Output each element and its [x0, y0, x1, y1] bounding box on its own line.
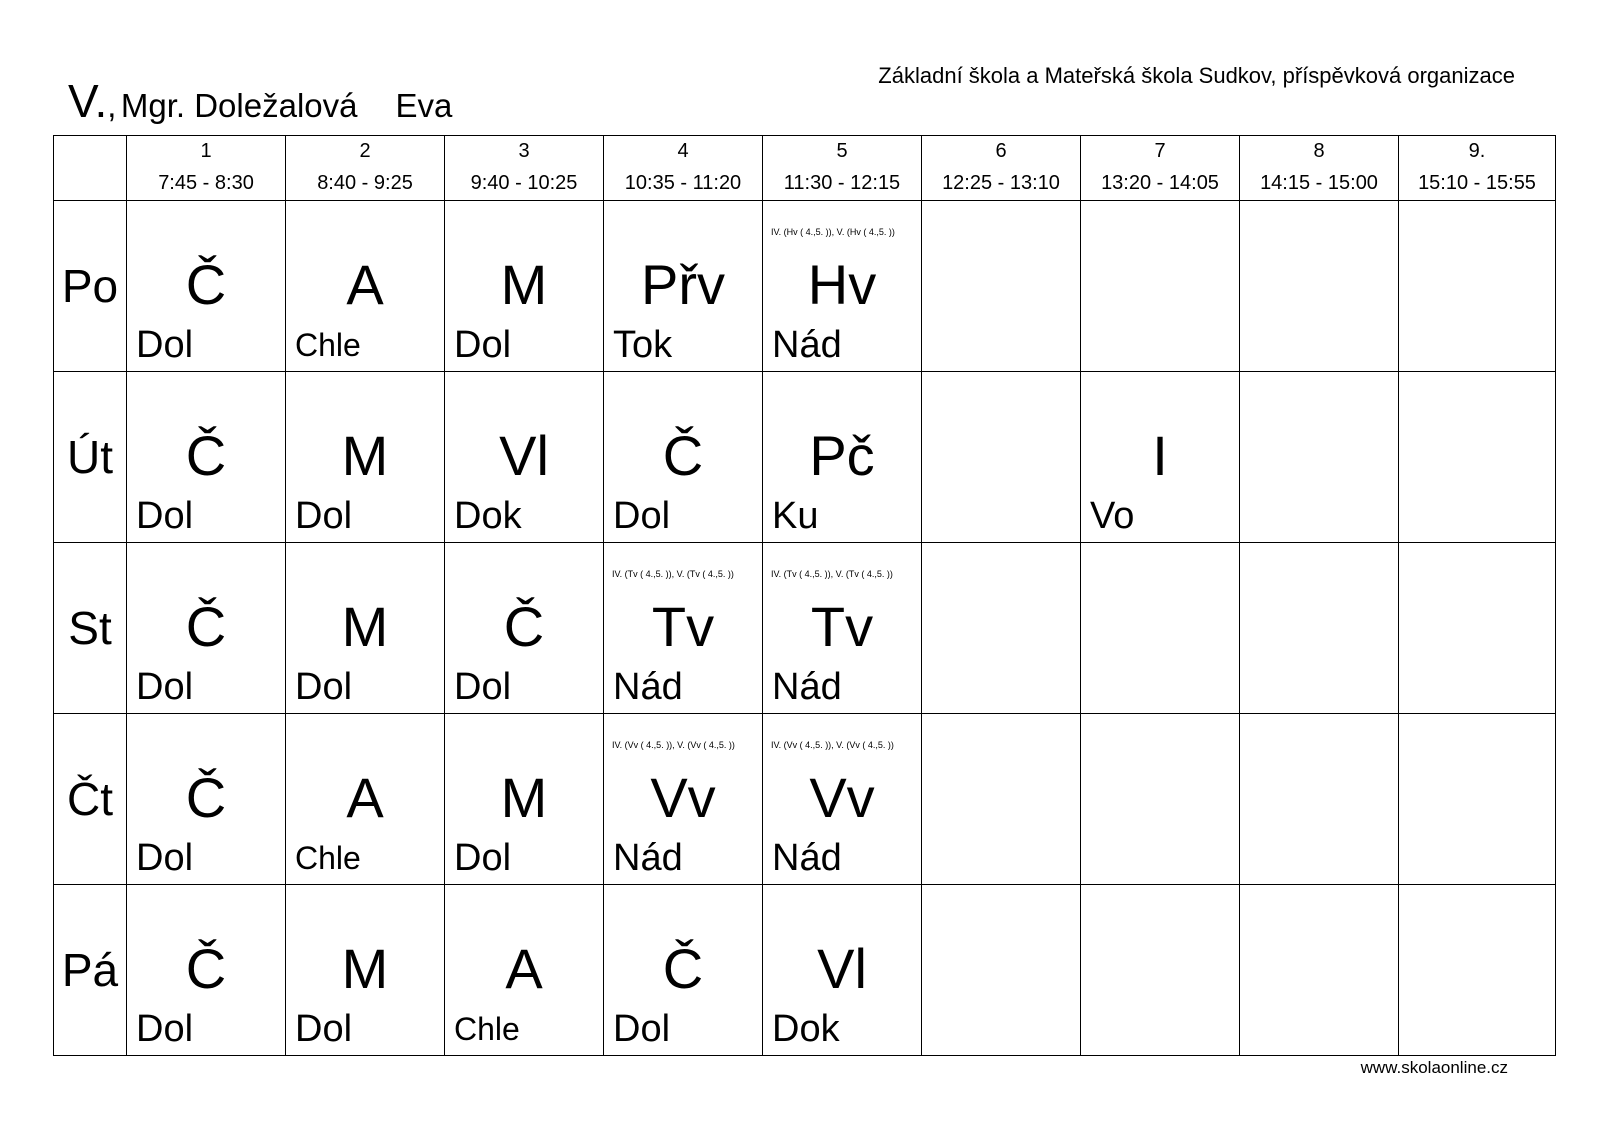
lesson-teacher: Ku: [772, 495, 819, 537]
period-header: [1399, 136, 1556, 201]
lesson-subject: Vv: [809, 766, 875, 829]
lesson-note: IV. (Vv ( 4.,5. )), V. (Vv ( 4.,5. )): [612, 740, 735, 750]
day-label: Čt: [54, 714, 127, 885]
lesson-subject: Č: [662, 937, 704, 1000]
period-header-row: [54, 136, 1556, 201]
lesson-cell: [1240, 714, 1399, 885]
lesson-teacher: Dol: [136, 666, 194, 708]
lesson-teacher: Dol: [613, 1008, 671, 1050]
lesson-teacher: Dol: [454, 837, 512, 879]
lesson-cell: [1240, 885, 1399, 1056]
period-number: 8: [1313, 140, 1325, 162]
lesson-cell: [1081, 714, 1240, 885]
period-number: 4: [677, 140, 689, 162]
lesson-cell: [1399, 714, 1556, 885]
lesson-subject: Hv: [807, 253, 877, 316]
lesson-teacher: Dok: [772, 1008, 840, 1050]
lesson-subject: M: [500, 253, 548, 316]
lesson-cell: [922, 372, 1081, 543]
lesson-cell: [127, 201, 286, 372]
lesson-subject: M: [341, 937, 389, 1000]
lesson-teacher: Nád: [772, 324, 842, 366]
lesson-cell: [445, 885, 604, 1056]
lesson-cell: [1399, 201, 1556, 372]
lesson-teacher: Dol: [295, 666, 353, 708]
lesson-cell: [763, 885, 922, 1056]
day-row: [54, 714, 1556, 885]
lesson-cell: [445, 372, 604, 543]
lesson-teacher: Dol: [295, 1008, 353, 1050]
lesson-cell: [1081, 372, 1240, 543]
lesson-cell: [604, 372, 763, 543]
lesson-cell: [445, 543, 604, 714]
period-time: 13:20 - 14:05: [1101, 172, 1219, 194]
lesson-note: IV. (Hv ( 4.,5. )), V. (Hv ( 4.,5. )): [771, 227, 895, 237]
day-row: [54, 372, 1556, 543]
lesson-cell: [922, 201, 1081, 372]
lesson-teacher: Tok: [613, 324, 673, 366]
period-time: 11:30 - 12:15: [783, 172, 901, 194]
lesson-cell: [763, 543, 922, 714]
period-header: [445, 136, 604, 201]
day-label: Út: [54, 372, 127, 543]
lesson-note: IV. (Tv ( 4.,5. )), V. (Tv ( 4.,5. )): [612, 569, 734, 579]
footer-url: www.skolaonline.cz: [1360, 1058, 1508, 1077]
lesson-cell: [763, 372, 922, 543]
lesson-teacher: Chle: [295, 327, 361, 363]
class-teacher: Mgr. Doležalová: [120, 87, 358, 124]
lesson-cell: [1399, 885, 1556, 1056]
lesson-cell: [1240, 201, 1399, 372]
period-time: 10:35 - 11:20: [624, 172, 742, 194]
lesson-cell: [604, 543, 763, 714]
lesson-subject: Vv: [650, 766, 716, 829]
lesson-teacher: Nád: [613, 666, 683, 708]
lesson-note: IV. (Tv ( 4.,5. )), V. (Tv ( 4.,5. )): [771, 569, 893, 579]
lesson-subject: M: [341, 595, 389, 658]
timetable: [53, 135, 1556, 1056]
lesson-teacher: Chle: [295, 840, 361, 876]
lesson-subject: M: [341, 424, 389, 487]
lesson-subject: Pč: [809, 424, 875, 487]
lesson-subject: Vl: [817, 937, 867, 1000]
lesson-subject: Č: [662, 424, 704, 487]
class-name: V.: [68, 75, 108, 127]
lesson-cell: [127, 714, 286, 885]
period-time: 8:40 - 9:25: [317, 172, 413, 194]
lesson-teacher: Dol: [454, 666, 512, 708]
lesson-teacher: Nád: [772, 837, 842, 879]
lesson-teacher: Dol: [136, 324, 194, 366]
lesson-subject: Č: [185, 424, 227, 487]
lesson-subject: Tv: [651, 595, 715, 658]
lesson-teacher: Chle: [454, 1011, 520, 1047]
lesson-subject: M: [500, 766, 548, 829]
period-header: [1240, 136, 1399, 201]
day-label: Po: [54, 201, 127, 372]
lesson-subject: Přv: [641, 253, 725, 316]
day-row: [54, 885, 1556, 1056]
lesson-subject: Č: [185, 595, 227, 658]
lesson-subject: Č: [185, 937, 227, 1000]
lesson-teacher: Dol: [613, 495, 671, 537]
lesson-cell: [922, 714, 1081, 885]
lesson-cell: [1081, 543, 1240, 714]
lesson-subject: Č: [503, 595, 545, 658]
lesson-cell: [1399, 372, 1556, 543]
lesson-subject: Č: [185, 253, 227, 316]
lesson-teacher: Nád: [613, 837, 683, 879]
lesson-subject: I: [1152, 424, 1168, 487]
period-number: 1: [200, 140, 212, 162]
corner-cell: [54, 136, 127, 201]
lesson-subject: A: [505, 937, 543, 1000]
day-label: Pá: [54, 885, 127, 1056]
period-time: 12:25 - 13:10: [942, 172, 1060, 194]
day-label: St: [54, 543, 127, 714]
lesson-cell: [922, 543, 1081, 714]
lesson-cell: [445, 714, 604, 885]
class-teacher-first-name: Eva: [395, 87, 453, 124]
lesson-subject: Č: [185, 766, 227, 829]
period-number: 3: [518, 140, 530, 162]
timetable-title: [68, 75, 453, 127]
lesson-teacher: Dol: [295, 495, 353, 537]
lesson-subject: A: [346, 766, 384, 829]
period-number: 2: [359, 140, 371, 162]
lesson-teacher: Dol: [136, 1008, 194, 1050]
day-row: [54, 543, 1556, 714]
lesson-teacher: Dol: [136, 495, 194, 537]
title-separator: ,: [107, 87, 117, 124]
period-time: 14:15 - 15:00: [1260, 172, 1378, 194]
period-number: 6: [995, 140, 1007, 162]
period-header: [286, 136, 445, 201]
lesson-teacher: Dol: [454, 324, 512, 366]
lesson-cell: [286, 885, 445, 1056]
period-number: 9.: [1468, 140, 1486, 162]
lesson-cell: [127, 885, 286, 1056]
lesson-cell: [763, 714, 922, 885]
lesson-teacher: Nád: [772, 666, 842, 708]
lesson-cell: [445, 201, 604, 372]
lesson-cell: [763, 201, 922, 372]
lesson-teacher: Vo: [1090, 495, 1135, 537]
period-header: [604, 136, 763, 201]
lesson-cell: [127, 543, 286, 714]
lesson-cell: [127, 372, 286, 543]
period-time: 7:45 - 8:30: [158, 172, 254, 194]
lesson-cell: [1240, 372, 1399, 543]
lesson-cell: [286, 543, 445, 714]
period-header: [127, 136, 286, 201]
school-name: Základní škola a Mateřská škola Sudkov, příspěvková organizace: [878, 63, 1515, 88]
period-number: 5: [836, 140, 848, 162]
lesson-teacher: Dol: [136, 837, 194, 879]
lesson-teacher: Dok: [454, 495, 522, 537]
lesson-note: IV. (Vv ( 4.,5. )), V. (Vv ( 4.,5. )): [771, 740, 894, 750]
lesson-cell: [286, 714, 445, 885]
lesson-cell: [604, 714, 763, 885]
lesson-subject: Vl: [499, 424, 549, 487]
lesson-cell: [604, 885, 763, 1056]
lesson-cell: [286, 372, 445, 543]
period-header: [922, 136, 1081, 201]
lesson-cell: [604, 201, 763, 372]
lesson-cell: [286, 201, 445, 372]
period-header: [1081, 136, 1240, 201]
lesson-cell: [1081, 885, 1240, 1056]
lesson-cell: [1240, 543, 1399, 714]
period-time: 9:40 - 10:25: [470, 172, 578, 194]
period-number: 7: [1154, 140, 1166, 162]
day-row: [54, 201, 1556, 372]
lesson-subject: Tv: [810, 595, 874, 658]
lesson-cell: [1081, 201, 1240, 372]
period-header: [763, 136, 922, 201]
lesson-cell: [1399, 543, 1556, 714]
period-time: 15:10 - 15:55: [1418, 172, 1536, 194]
lesson-subject: A: [346, 253, 384, 316]
lesson-cell: [922, 885, 1081, 1056]
